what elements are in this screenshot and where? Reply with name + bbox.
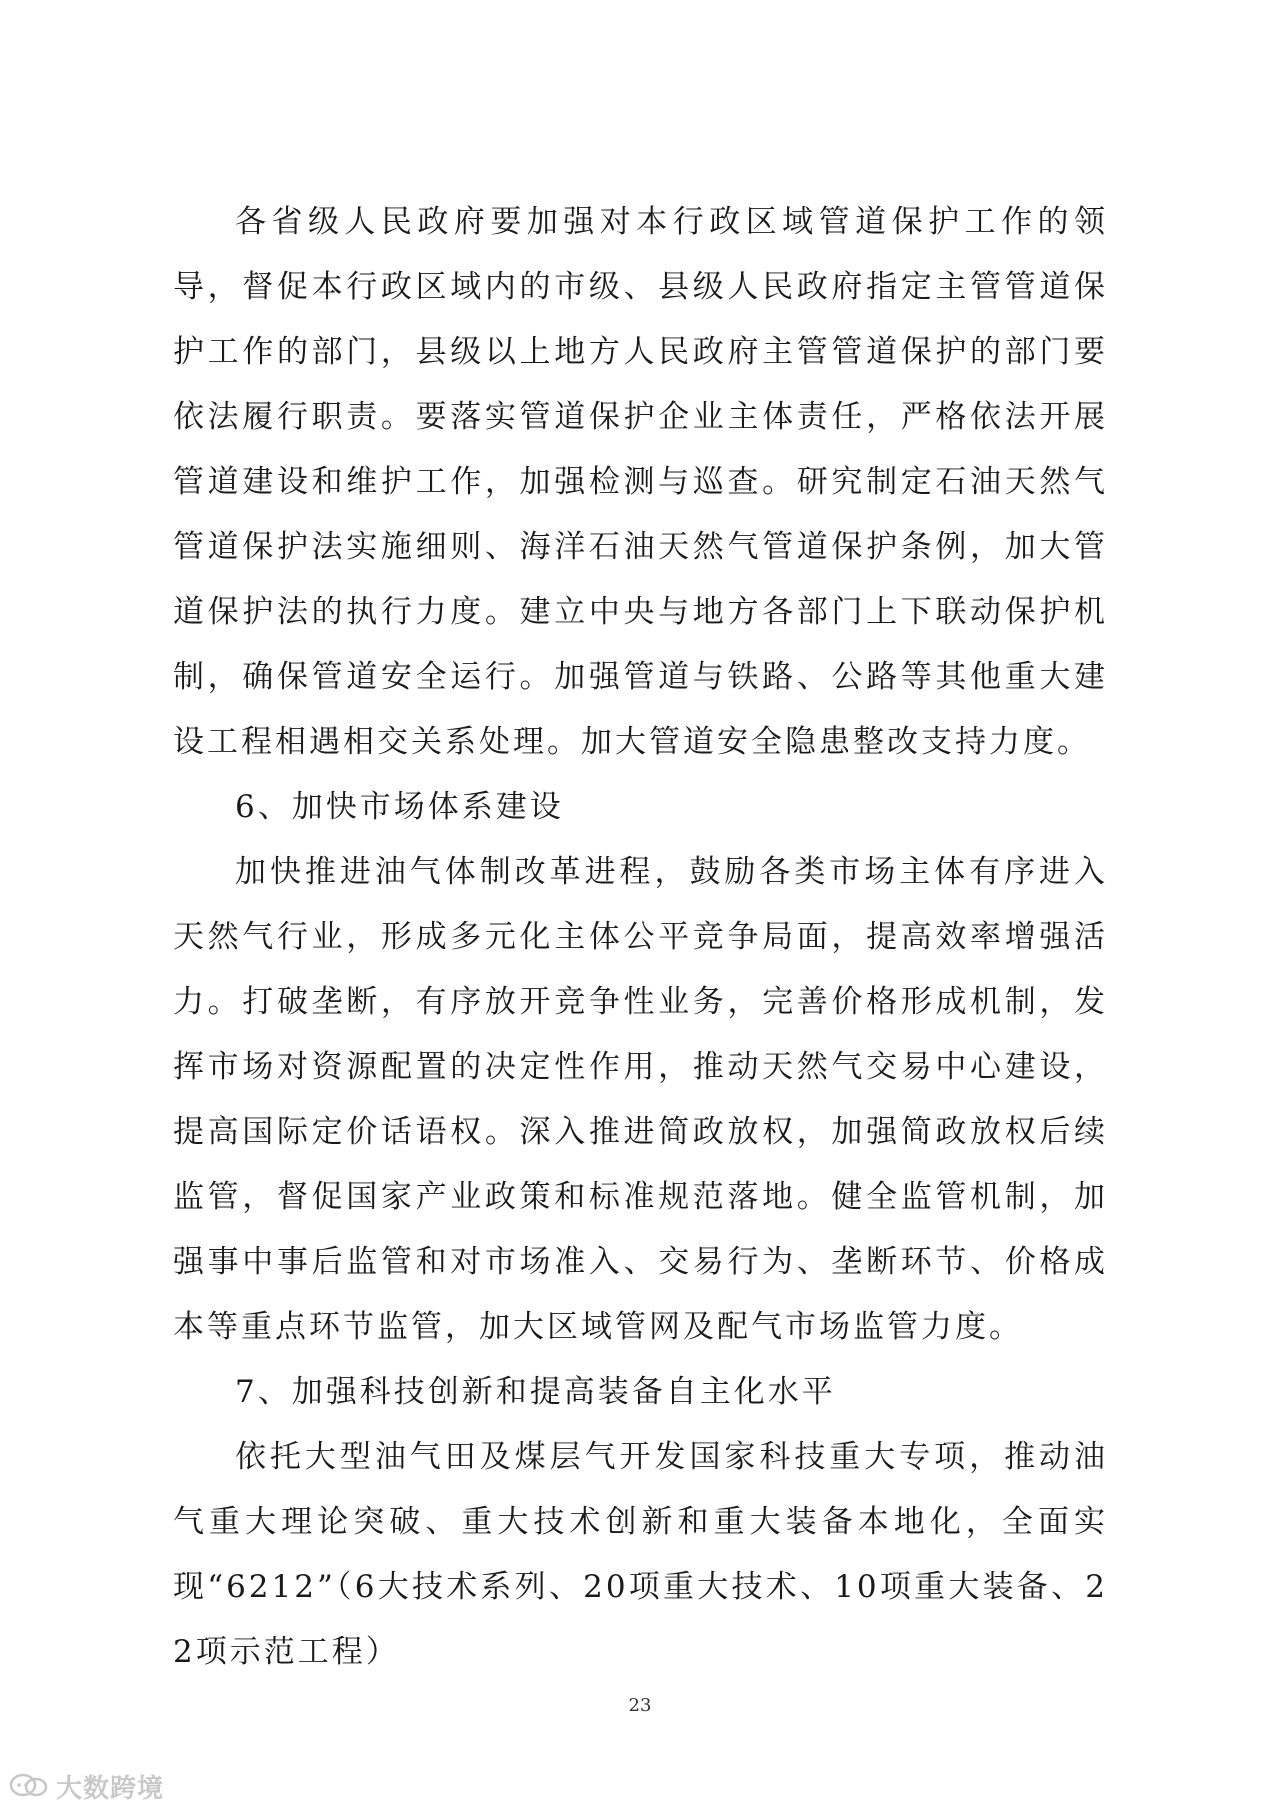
- watermark-text: 大数跨境: [56, 1773, 165, 1804]
- paragraph-pipeline-protection: 各省级人民政府要加强对本行政区域管道保护工作的领导，督促本行政区域内的市级、县级人民政府指定主管管道保护工作的部门，县级以上地方人民政府主管管道保护的部门要依法履行职责。要落实管道保护企业主体责任，严格依法开展管道建设和维护工作，加强检测与巡查。研究制定石油天然气管道保护法实施细则、海洋石油天然气管道保护条例，加大管道保护法的执行力度。建立中央与地方各部门上下联动保护机制，确保管道安全运行。加强管道与铁路、公路等其他重大建设工程相遇相交关系处理。加大管道安全隐患整改支持力度。: [173, 204, 1108, 760]
- section-heading-tech-innovation: 7、加强科技创新和提高装备自主化水平: [235, 1374, 836, 1410]
- paragraph-tech-projects: 依托大型油气田及煤层气开发国家科技重大专项，推动油气重大理论突破、重大技术创新和重大装备本地化，全面实现“6212”（6大技术系列、20项重大技术、10项重大装备、22项示范工程）: [173, 1439, 1108, 1670]
- watermark: [8, 1768, 164, 1804]
- document-body: [173, 190, 1108, 1685]
- chat-bubble-logo-icon: [8, 1771, 50, 1801]
- paragraph-market-reform: 加快推进油气体制改革进程，鼓励各类市场主体有序进入天然气行业，形成多元化主体公平竞争局面，提高效率增强活力。打破垄断，有序放开竞争性业务，完善价格形成机制，发挥市场对资源配置的决定性作用，推动天然气交易中心建设，提高国际定价话语权。深入推进简政放权，加强简政放权后续监管，督促国家产业政策和标准规范落地。健全监管机制，加强事中事后监管和对市场准入、交易行为、垄断环节、价格成本等重点环节监管，加大区域管网及配气市场监管力度。: [173, 854, 1108, 1345]
- section-heading-market-system: 6、加快市场体系建设: [235, 789, 564, 825]
- page-number: 23: [628, 1695, 652, 1716]
